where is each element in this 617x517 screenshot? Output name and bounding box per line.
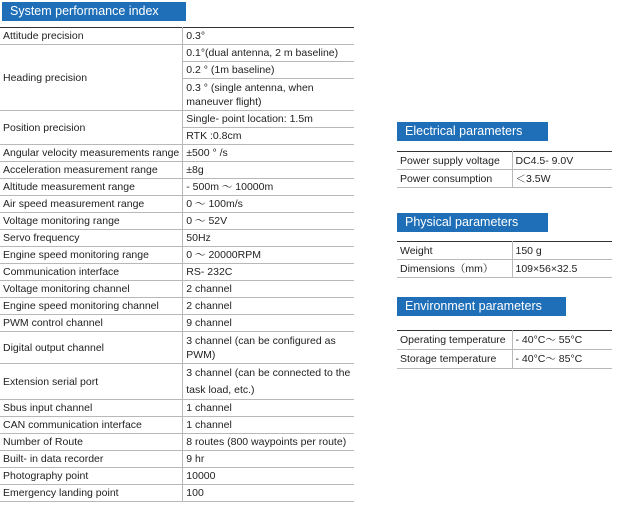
- row-value: 0 ～ 100m/s: [183, 196, 354, 213]
- row-label: Power consumption: [397, 170, 512, 188]
- row-value: 0.1°(dual antenna, 2 m baseline): [183, 45, 354, 62]
- row-value: - 40°C～ 55°C: [512, 331, 612, 350]
- row-label: PWM control channel: [0, 315, 183, 332]
- row-value: 1 channel: [183, 400, 354, 417]
- row-label: Photography point: [0, 468, 183, 485]
- electrical-parameters-title: Electrical parameters: [397, 122, 548, 141]
- row-label: Sbus input channel: [0, 400, 183, 417]
- row-value: RS- 232C: [183, 264, 354, 281]
- row-value: 0.3°: [183, 28, 354, 45]
- system-performance-title: System performance index: [2, 2, 186, 21]
- row-label: Weight: [397, 242, 512, 260]
- row-label: Operating temperature: [397, 331, 512, 350]
- row-label: Built- in data recorder: [0, 451, 183, 468]
- row-label: Attitude precision: [0, 28, 183, 45]
- row-value: 50Hz: [183, 230, 354, 247]
- row-label: Acceleration measurement range: [0, 162, 183, 179]
- row-value: DC4.5- 9.0V: [512, 152, 612, 170]
- row-value: ±8g: [183, 162, 354, 179]
- row-value: 1 channel: [183, 417, 354, 434]
- row-value: 109×56×32.5: [512, 260, 612, 278]
- row-label: Dimensions（mm）: [397, 260, 512, 278]
- row-label: Angular velocity measurements range: [0, 145, 183, 162]
- row-value: 8 routes (800 waypoints per route): [183, 434, 354, 451]
- row-value: 100: [183, 485, 354, 502]
- row-value: 2 channel: [183, 281, 354, 298]
- physical-parameters-table: [397, 241, 612, 278]
- row-label: Engine speed monitoring range: [0, 247, 183, 264]
- row-value: 9 channel: [183, 315, 354, 332]
- row-label: Communication interface: [0, 264, 183, 281]
- row-label: Engine speed monitoring channel: [0, 298, 183, 315]
- row-label: Servo frequency: [0, 230, 183, 247]
- row-value: 0 ～ 52V: [183, 213, 354, 230]
- row-value: 9 hr: [183, 451, 354, 468]
- row-label: CAN communication interface: [0, 417, 183, 434]
- row-value: 0 ～ 20000RPM: [183, 247, 354, 264]
- row-value: Single- point location: 1.5m: [183, 111, 354, 128]
- row-label: Number of Route: [0, 434, 183, 451]
- row-label: Voltage monitoring channel: [0, 281, 183, 298]
- physical-parameters-title: Physical parameters: [397, 213, 548, 232]
- row-label: Voltage monitoring range: [0, 213, 183, 230]
- row-value: 0.3 ° (single antenna, when maneuver flight): [183, 79, 354, 111]
- row-value: 3 channel (can be connected to the task load, etc.): [183, 364, 354, 400]
- environment-parameters-title: Environment parameters: [397, 297, 566, 316]
- row-value: 10000: [183, 468, 354, 485]
- row-label: Position precision: [0, 111, 183, 145]
- electrical-parameters-table: [397, 151, 612, 188]
- row-label: Extension serial port: [0, 364, 183, 400]
- row-value: 150 g: [512, 242, 612, 260]
- row-value: - 500m ～ 10000m: [183, 179, 354, 196]
- row-value: 3 channel (can be configured as PWM): [183, 332, 354, 364]
- row-value: ＜3.5W: [512, 170, 612, 188]
- environment-parameters-table: [397, 330, 612, 369]
- row-label: Air speed measurement range: [0, 196, 183, 213]
- row-label: Storage temperature: [397, 350, 512, 369]
- row-label: Emergency landing point: [0, 485, 183, 502]
- row-value: ±500 ° /s: [183, 145, 354, 162]
- row-label: Power supply voltage: [397, 152, 512, 170]
- row-label: Digital output channel: [0, 332, 183, 364]
- row-label: Altitude measurement range: [0, 179, 183, 196]
- system-performance-table: [0, 27, 354, 502]
- row-value: 0.2 ° (1m baseline): [183, 62, 354, 79]
- row-value: - 40°C～ 85°C: [512, 350, 612, 369]
- row-value: RTK :0.8cm: [183, 128, 354, 145]
- row-label: Heading precision: [0, 45, 183, 111]
- row-value: 2 channel: [183, 298, 354, 315]
